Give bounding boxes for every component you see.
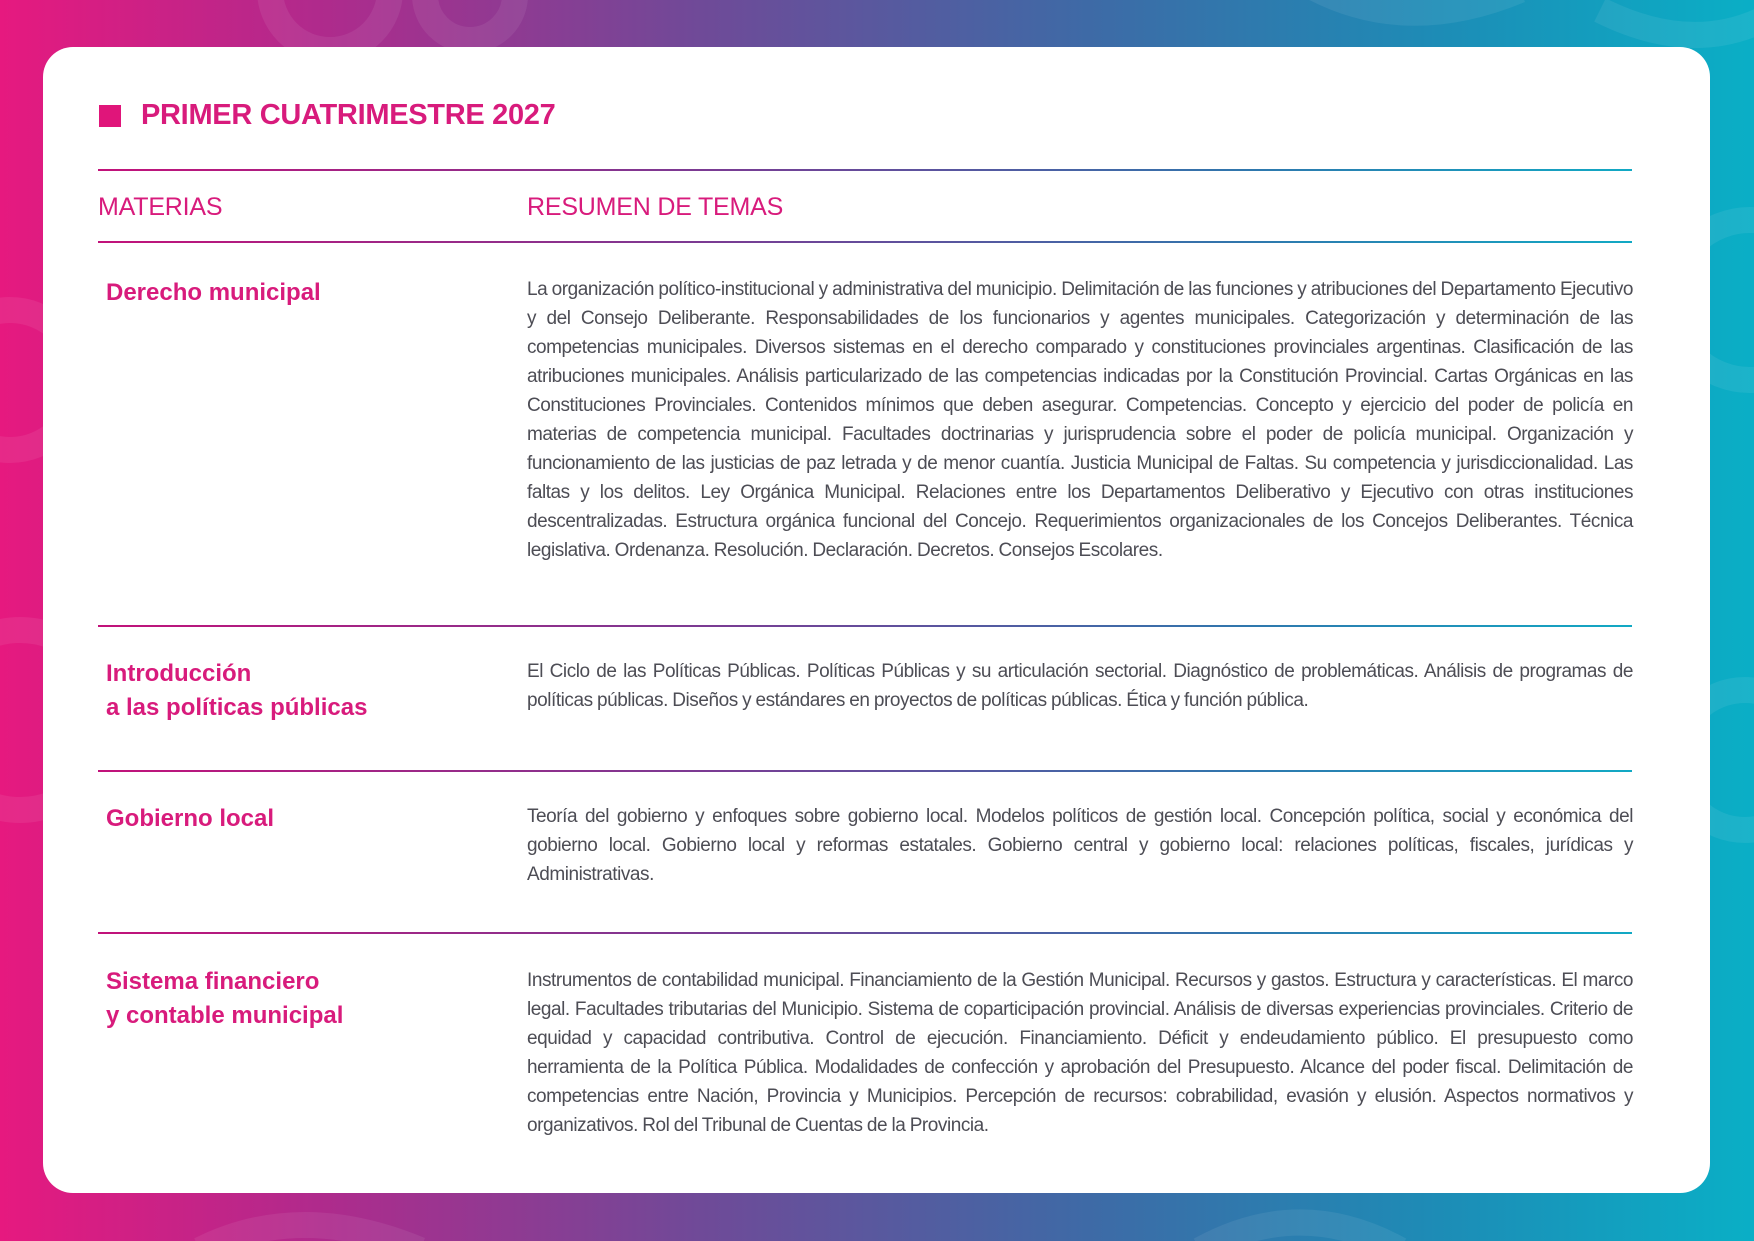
subject-gobierno-local: [106, 802, 486, 836]
subject-line: a las políticas públicas: [106, 694, 368, 721]
divider-header: [98, 241, 1632, 243]
divider-row-2: [98, 770, 1632, 772]
summary-sistema-financiero: Instrumentos de contabilidad municipal. Financiamiento de la Gestión Municipal. Recursos y gastos. Estructura y características. El marco legal. Facultades tributarias del Municipio. Sistema de coparticipación provincial. Análisis de diversas experiencias provinciales. Criterio de equidad y capacidad contributiva. Control de ejecución. Financiamiento. Déficit y endeudamiento público. El presupuesto como herramienta de la Política Pública. Modalidades de confección y aprobación del Presupuesto. Alcance del poder fiscal. Delimitación de competencias entre Nación, Provincia y Municipios. Percepción de recursos: cobrabilidad, evasión y elusión. Aspectos normativos y organizativos. Rol del Tribunal de Cuentas de la Provincia.: [527, 970, 1633, 1136]
page-heading: [99, 99, 555, 132]
subject-sistema-financiero: [106, 965, 486, 1033]
summary-gobierno-local: Teoría del gobierno y enfoques sobre gobierno local. Modelos políticos de gestión local. Concepción política, social y económica del gobierno local. Gobierno local y reformas estatales. Gobierno central y gobierno local: relaciones políticas, fiscales, jurídicas y Administrativas.: [527, 806, 1633, 885]
column-header-subjects: MATERIAS: [98, 193, 223, 221]
subject-line: Derecho municipal: [106, 279, 321, 306]
content-card: [43, 47, 1710, 1193]
summary-derecho-municipal: La organización político-institucional y administrativa del municipio. Delimitación de las funciones y atribuciones del Departamento Ejecutivo y del Consejo Deliberante. Responsabilidades de los funcionarios y agentes municipales. Categorización y determinación de las competencias municipales. Diversos sistemas en el derecho comparado y constituciones provinciales argentinas. Clasificación de las atribuciones municipales. Análisis particularizado de las competencias indicadas por la Constitución Provincial. Cartas Orgánicas en las Constituciones Provinciales. Contenidos mínimos que deben asegurar. Competencias. Concepto y ejercicio del poder de policía en materias de competencia municipal. Facultades doctrinarias y jurisprudencia sobre el poder de policía municipal. Organización y funcionamiento de las justicias de paz letrada y de menor cuantía. Justicia Municipal de Faltas. Su competencia y jurisdiccionalidad. Las faltas y los delitos. Ley Orgánica Municipal. Relaciones entre los Departamentos Deliberativo y Ejecutivo con otras instituciones descentralizadas. Estructura orgánica funcional del Concejo. Requerimientos organizacionales de los Concejos Deliberantes. Técnica legislativa. Ordenanza. Resolución. Declaración. Decretos. Consejos Escolares.: [527, 279, 1633, 561]
heading-square-icon: [99, 105, 121, 127]
subject-derecho-municipal: [106, 276, 486, 310]
page-title: PRIMER CUATRIMESTRE 2027: [141, 99, 556, 131]
divider-top: [98, 169, 1632, 171]
column-header-summary: RESUMEN DE TEMAS: [527, 193, 784, 221]
subject-line: Introducción: [106, 660, 252, 687]
summary-politicas-publicas: El Ciclo de las Políticas Públicas. Políticas Públicas y su articulación sectorial. Diagnóstico de problemáticas. Análisis de programas de políticas públicas. Diseños y estándares en proyectos de políticas públicas. Ética y función pública.: [527, 661, 1633, 711]
divider-row-3: [98, 932, 1632, 934]
subject-line: Sistema financiero: [106, 968, 320, 995]
subject-line: Gobierno local: [106, 805, 275, 832]
subject-line: y contable municipal: [106, 1002, 344, 1029]
divider-row-1: [98, 625, 1632, 627]
subject-politicas-publicas: [106, 657, 486, 725]
